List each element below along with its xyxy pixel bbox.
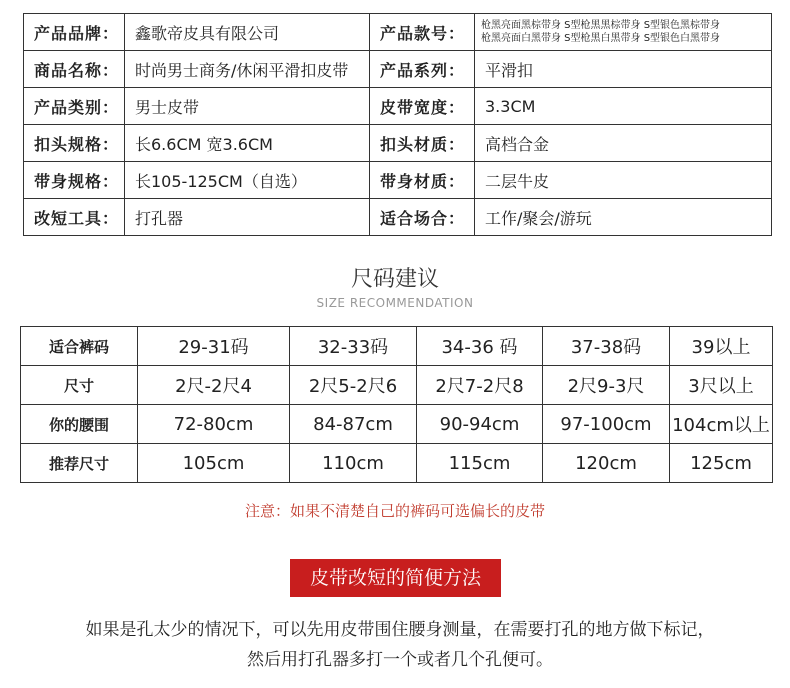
size-cell: 72-80cm bbox=[138, 405, 290, 444]
spec-label: 产品品牌： bbox=[24, 14, 125, 51]
size-note: 注意：如果不清楚自己的裤码可选偏长的皮带 bbox=[244, 502, 545, 520]
spec-label: 带身规格： bbox=[24, 162, 125, 199]
spec-value: 高档合金 bbox=[475, 125, 772, 162]
size-cell: 125cm bbox=[670, 444, 773, 483]
size-cell: 110cm bbox=[290, 444, 417, 483]
size-cell: 34-36 码 bbox=[417, 327, 543, 366]
spec-label: 产品款号： bbox=[370, 14, 475, 51]
size-row bbox=[21, 366, 773, 405]
spec-row-buckle bbox=[24, 125, 772, 162]
spec-label: 皮带宽度： bbox=[370, 88, 475, 125]
size-cell: 3尺以上 bbox=[670, 366, 773, 405]
size-cell: 32-33码 bbox=[290, 327, 417, 366]
spec-table bbox=[23, 13, 772, 236]
spec-value: 3.3CM bbox=[475, 88, 772, 125]
size-cell: 2尺5-2尺6 bbox=[290, 366, 417, 405]
spec-label: 扣头材质： bbox=[370, 125, 475, 162]
instruction-line-1: 如果是孔太少的情况下，可以先用皮带围住腰身测量，在需要打孔的地方做下标记， bbox=[85, 620, 715, 640]
spec-label: 产品类别： bbox=[24, 88, 125, 125]
size-cell: 39以上 bbox=[670, 327, 773, 366]
size-cell: 115cm bbox=[417, 444, 543, 483]
spec-value: 二层牛皮 bbox=[475, 162, 772, 199]
spec-row-name bbox=[24, 51, 772, 88]
spec-value: 工作/聚会/游玩 bbox=[475, 199, 772, 236]
spec-value-model bbox=[475, 14, 772, 51]
size-title: 尺码建议 bbox=[350, 267, 439, 292]
size-row bbox=[21, 405, 773, 444]
size-cell: 2尺7-2尺8 bbox=[417, 366, 543, 405]
spec-value: 男士皮带 bbox=[125, 88, 370, 125]
spec-label: 产品系列： bbox=[370, 51, 475, 88]
size-cell: 120cm bbox=[543, 444, 670, 483]
size-row-label: 你的腰围 bbox=[21, 405, 138, 444]
size-cell: 84-87cm bbox=[290, 405, 417, 444]
spec-value: 时尚男士商务/休闲平滑扣皮带 bbox=[125, 51, 370, 88]
spec-label: 带身材质： bbox=[370, 162, 475, 199]
spec-row-tool bbox=[24, 199, 772, 236]
size-cell: 90-94cm bbox=[417, 405, 543, 444]
size-cell: 97-100cm bbox=[543, 405, 670, 444]
size-cell: 2尺9-3尺 bbox=[543, 366, 670, 405]
model-line-2: 枪黑亮面白黑带身 S型枪黑白黑带身 S型银色白黑带身 bbox=[481, 33, 721, 44]
size-subtitle: SIZE RECOMMENDATION bbox=[316, 296, 474, 310]
spec-value: 长105-125CM（自选） bbox=[125, 162, 370, 199]
spec-value: 鑫歌帝皮具有限公司 bbox=[125, 14, 370, 51]
size-row-label: 尺寸 bbox=[21, 366, 138, 405]
spec-label: 扣头规格： bbox=[24, 125, 125, 162]
size-row-label: 推荐尺寸 bbox=[21, 444, 138, 483]
size-row-label: 适合裤码 bbox=[21, 327, 138, 366]
spec-label: 适合场合： bbox=[370, 199, 475, 236]
shorten-instructions bbox=[30, 615, 770, 675]
instruction-line-2: 然后用打孔器多打一个或者几个孔便可。 bbox=[247, 650, 553, 670]
spec-row-category bbox=[24, 88, 772, 125]
shorten-method-banner: 皮带改短的简便方法 bbox=[290, 559, 501, 597]
size-cell: 105cm bbox=[138, 444, 290, 483]
spec-label: 商品名称： bbox=[24, 51, 125, 88]
size-row bbox=[21, 327, 773, 366]
spec-value: 打孔器 bbox=[125, 199, 370, 236]
model-line-1: 枪黑亮面黑棕带身 S型枪黑黑棕带身 S型银色黑棕带身 bbox=[481, 20, 721, 31]
size-cell: 37-38码 bbox=[543, 327, 670, 366]
spec-value: 长6.6CM 宽3.6CM bbox=[125, 125, 370, 162]
spec-value: 平滑扣 bbox=[475, 51, 772, 88]
spec-row-brand bbox=[24, 14, 772, 51]
size-cell: 2尺-2尺4 bbox=[138, 366, 290, 405]
spec-label: 改短工具： bbox=[24, 199, 125, 236]
spec-row-strap bbox=[24, 162, 772, 199]
size-cell: 104cm以上 bbox=[670, 405, 773, 444]
size-table bbox=[20, 326, 773, 483]
size-row bbox=[21, 444, 773, 483]
size-cell: 29-31码 bbox=[138, 327, 290, 366]
